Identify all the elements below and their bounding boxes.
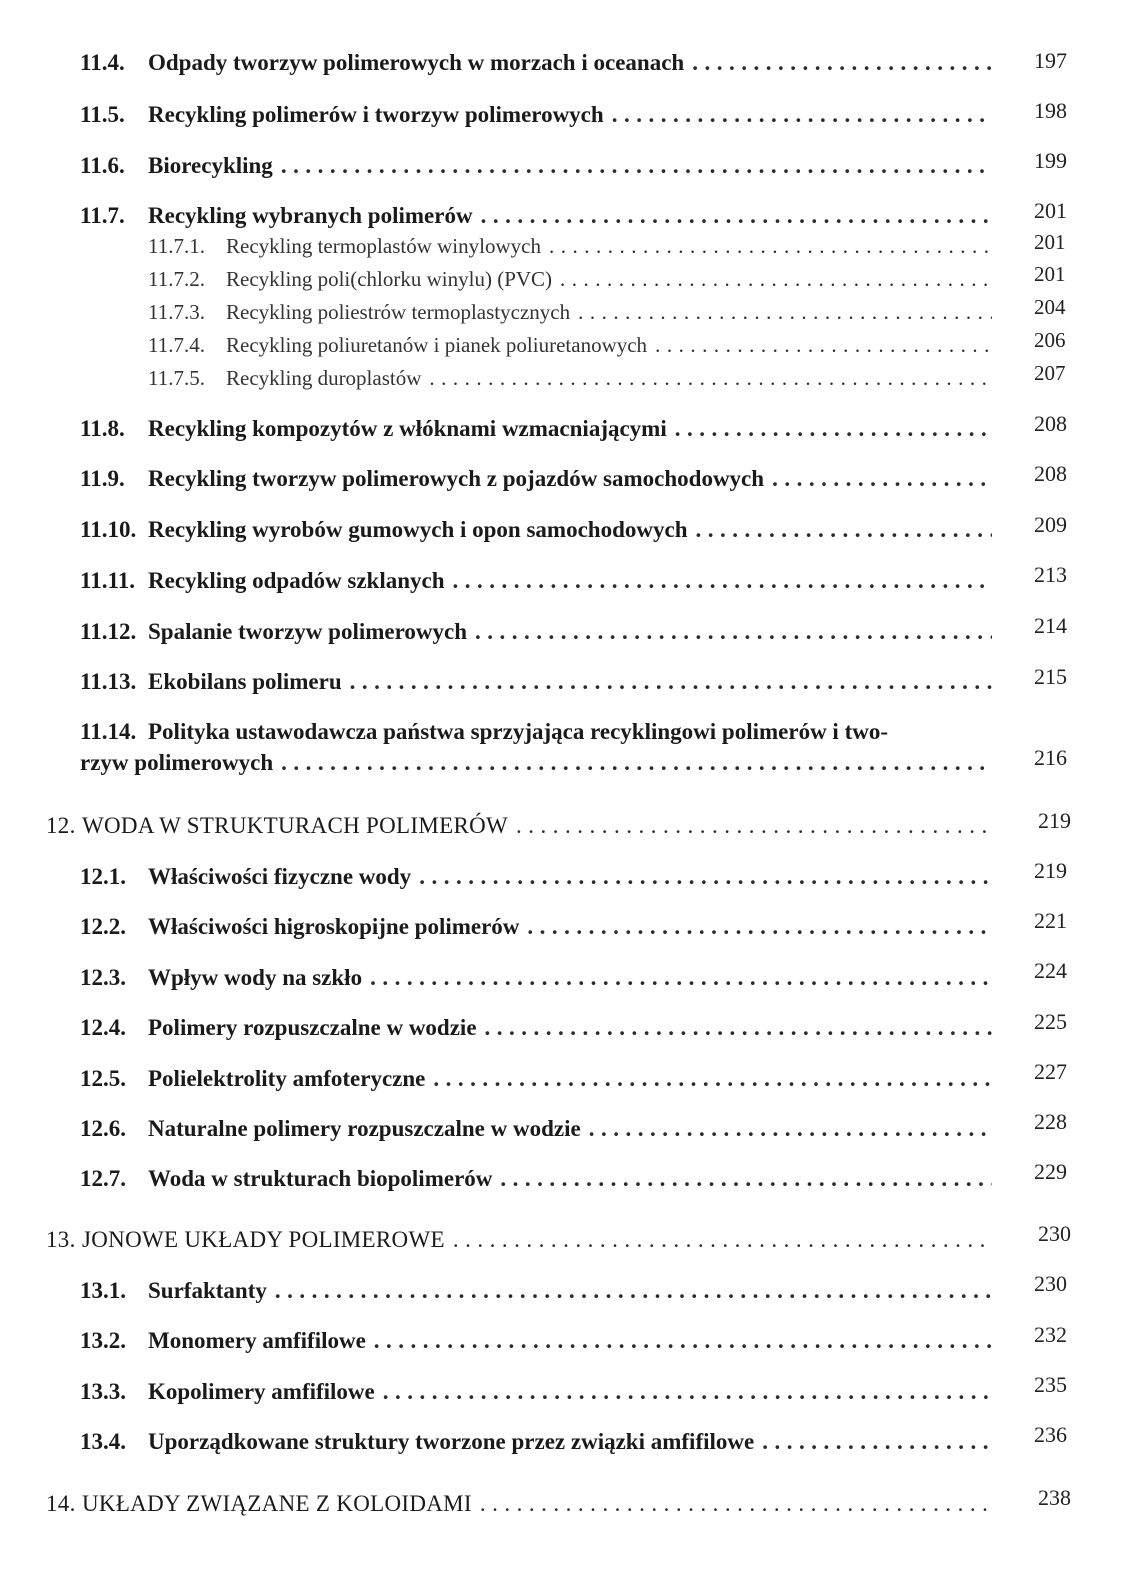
leader-dots	[433, 1066, 992, 1092]
entry-title: Właściwości higroskopijne polimerów	[148, 914, 520, 939]
leader-dots	[419, 864, 992, 890]
entry-number: 11.7.2.	[148, 267, 205, 291]
entry-page-number: 208	[1034, 411, 1067, 436]
leader-dots	[762, 1429, 992, 1455]
entry-number: 11.6.	[80, 153, 125, 178]
leader-dots	[453, 1227, 992, 1253]
entry-title: Recykling polimerów i tworzyw polimerowych	[148, 102, 604, 127]
entry-page-number: 197	[1034, 48, 1067, 73]
leader-dots	[692, 50, 992, 76]
entry-number: 12.7.	[80, 1166, 126, 1191]
entry-page-number: 213	[1034, 562, 1067, 587]
leader-dots	[500, 1166, 992, 1192]
entry-title: Recykling wyrobów gumowych i opon samochodowych	[148, 517, 688, 542]
leader-dots	[612, 102, 992, 128]
entry-title: Naturalne polimery rozpuszczalne w wodzie	[148, 1116, 581, 1141]
chapter-number: 13.	[46, 1227, 76, 1252]
leader-dots	[383, 1379, 992, 1405]
entry-page-number: 219	[1034, 858, 1067, 883]
entry-title: Recykling wybranych polimerów	[148, 203, 473, 228]
entry-number: 12.1.	[80, 864, 126, 889]
entry-number: 12.3.	[80, 965, 126, 990]
leader-dots	[655, 333, 992, 358]
entry-title: Recykling kompozytów z włóknami wzmacniającymi	[148, 416, 667, 441]
leader-dots	[560, 267, 992, 292]
leader-dots	[275, 1278, 992, 1304]
entry-number: 11.7.4.	[148, 333, 205, 357]
leader-dots	[527, 914, 992, 940]
chapter-number: 14.	[46, 1491, 76, 1516]
leader-dots	[516, 813, 992, 839]
entry-number: 12.5.	[80, 1066, 126, 1091]
entry-page-number: 215	[1034, 664, 1067, 689]
entry-page-number: 206	[1034, 328, 1066, 352]
entry-title: Biorecykling	[148, 153, 273, 178]
leader-dots	[772, 466, 992, 492]
entry-page-number: 221	[1034, 908, 1067, 933]
entry-page-number: 229	[1034, 1159, 1067, 1184]
entry-page-number: 198	[1034, 98, 1067, 123]
entry-number: 12.2.	[80, 914, 126, 939]
entry-number: 11.8.	[80, 416, 125, 441]
entry-page-number: 201	[1034, 198, 1067, 223]
entry-title: Recykling tworzyw polimerowych z pojazdów samochodowych	[148, 466, 765, 491]
entry-number: 11.9.	[80, 466, 125, 491]
entry-page-number: 230	[1038, 1221, 1071, 1246]
entry-title: Uporządkowane struktury tworzone przez związki amfifilowe	[148, 1429, 755, 1454]
entry-page-number: 219	[1038, 808, 1071, 833]
entry-title: Kopolimery amfifilowe	[148, 1379, 375, 1404]
entry-title: Recykling duroplastów	[226, 366, 422, 390]
leader-dots	[453, 568, 992, 594]
entry-title: Recykling odpadów szklanych	[148, 568, 445, 593]
leader-dots	[485, 1015, 992, 1041]
entry-title: Recykling termoplastów winylowych	[226, 234, 541, 258]
entry-title: Właściwości fizyczne wody	[148, 864, 412, 889]
entry-number: 11.7.	[80, 203, 125, 228]
chapter-title: UKŁADY ZWIĄZANE Z KOLOIDAMI	[82, 1491, 472, 1516]
leader-dots	[480, 1491, 992, 1517]
entry-title: Spalanie tworzyw polimerowych	[148, 619, 468, 644]
entry-page-number: 208	[1034, 461, 1067, 486]
entry-title-line1: Polityka ustawodawcza państwa sprzyjająca recyklingowi polimerów i two-	[148, 719, 888, 744]
chapter-number: 12.	[46, 813, 76, 838]
leader-dots	[475, 619, 992, 645]
entry-title: Wpływ wody na szkło	[148, 965, 363, 990]
entry-page-number: 216	[1034, 745, 1067, 770]
leader-dots	[281, 750, 992, 776]
entry-title-line2: rzyw polimerowych	[80, 750, 274, 775]
entry-number: 13.2.	[80, 1328, 126, 1353]
entry-number: 12.6.	[80, 1116, 126, 1141]
entry-number: 13.1.	[80, 1278, 126, 1303]
entry-title: Polimery rozpuszczalne w wodzie	[148, 1015, 477, 1040]
entry-number: 11.11.	[80, 568, 135, 593]
entry-title: Recykling poliuretanów i pianek poliuretanowych	[226, 333, 648, 357]
leader-dots	[549, 234, 992, 259]
leader-dots	[429, 366, 992, 391]
entry-title: Recykling poli(chlorku winylu) (PVC)	[226, 267, 553, 291]
leader-dots	[281, 153, 992, 179]
entry-number: 11.7.3.	[148, 300, 205, 324]
entry-number: 11.10.	[80, 517, 137, 542]
entry-title: Recykling poliestrów termoplastycznych	[226, 300, 571, 324]
chapter-title: JONOWE UKŁADY POLIMEROWE	[82, 1227, 445, 1252]
leader-dots	[578, 300, 992, 325]
entry-number: 11.5.	[80, 102, 125, 127]
entry-title: Odpady tworzyw polimerowych w morzach i oceanach	[148, 50, 685, 75]
entry-title: Monomery amfifilowe	[148, 1328, 366, 1353]
leader-dots	[350, 669, 992, 695]
entry-number: 11.13.	[80, 669, 137, 694]
entry-number: 11.7.5.	[148, 366, 205, 390]
entry-number: 11.4.	[80, 50, 125, 75]
entry-number: 11.7.1.	[148, 234, 205, 258]
entry-page-number: 227	[1034, 1059, 1067, 1084]
entry-page-number: 199	[1034, 148, 1067, 173]
entry-title: Polielektrolity amfoteryczne	[148, 1066, 426, 1091]
leader-dots	[370, 965, 992, 991]
entry-page-number: 236	[1034, 1422, 1067, 1447]
entry-page-number: 214	[1034, 613, 1067, 638]
entry-number: 13.3.	[80, 1379, 126, 1404]
entry-title: Surfaktanty	[148, 1278, 267, 1303]
leader-dots	[589, 1116, 992, 1142]
chapter-title: WODA W STRUKTURACH POLIMERÓW	[82, 813, 509, 838]
entry-title: Woda w strukturach biopolimerów	[148, 1166, 493, 1191]
entry-page-number: 238	[1038, 1485, 1071, 1510]
entry-page-number: 230	[1034, 1271, 1067, 1296]
leader-dots	[374, 1328, 992, 1354]
entry-page-number: 207	[1034, 361, 1066, 385]
entry-page-number: 201	[1034, 262, 1066, 286]
entry-number: 13.4.	[80, 1429, 126, 1454]
entry-page-number: 224	[1034, 958, 1067, 983]
entry-number: 12.4.	[80, 1015, 126, 1040]
leader-dots	[696, 517, 993, 543]
leader-dots	[675, 416, 992, 442]
entry-page-number: 209	[1034, 512, 1067, 537]
entry-number: 11.14.	[80, 719, 137, 744]
entry-number: 11.12.	[80, 619, 137, 644]
entry-page-number: 228	[1034, 1109, 1067, 1134]
entry-page-number: 201	[1034, 230, 1066, 254]
entry-title: Ekobilans polimeru	[148, 669, 342, 694]
leader-dots	[481, 203, 992, 229]
entry-page-number: 225	[1034, 1009, 1067, 1034]
entry-page-number: 232	[1034, 1322, 1067, 1347]
entry-page-number: 235	[1034, 1372, 1067, 1397]
entry-page-number: 204	[1034, 295, 1066, 319]
